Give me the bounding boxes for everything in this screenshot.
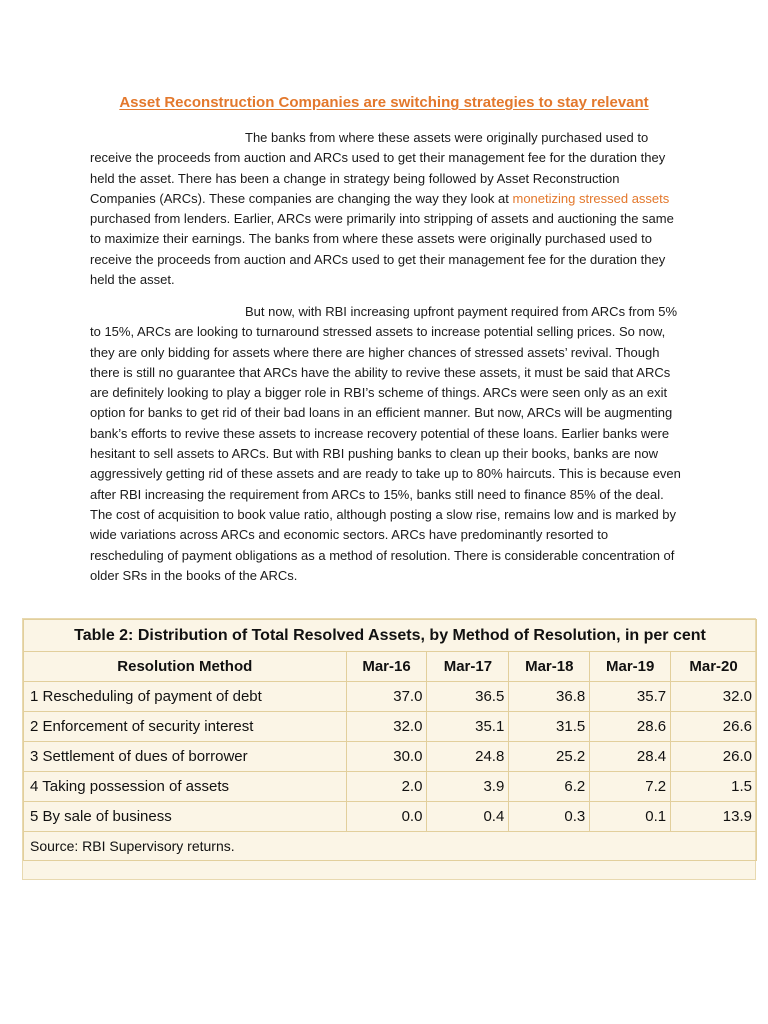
table-title: Table 2: Distribution of Total Resolved Assets, by Method of Resolution, in per cent xyxy=(24,620,757,652)
table-row xyxy=(24,772,757,802)
paragraph-1-text-start: The banks from where these assets were originally purchased used to receive the proceeds from auction and ARCs used to get their management fee for the duration they held the asset. There has been a change in strategy being followed by Asset Reconstruction Companies (ARCs). These companies are changing the way they look at xyxy=(90,130,666,206)
table-cell: 28.6 xyxy=(590,712,671,742)
row-label: 4 Taking possession of assets xyxy=(24,772,347,802)
header-mar-20: Mar-20 xyxy=(671,652,757,682)
table-row xyxy=(24,742,757,772)
table-cell: 32.0 xyxy=(346,712,427,742)
header-mar-16: Mar-16 xyxy=(346,652,427,682)
table-cell: 13.9 xyxy=(671,802,757,832)
table-cell: 0.0 xyxy=(346,802,427,832)
table-cell: 30.0 xyxy=(346,742,427,772)
monetizing-stressed-assets-link[interactable]: monetizing stressed assets xyxy=(512,190,670,206)
table-cell: 3.9 xyxy=(427,772,509,802)
paragraph-2: But now, with RBI increasing upfront payment required from ARCs from 5% to 15%, ARCs are looking to turnaround stressed assets to increase potential selling prices. So now, they are only bidding for assets where there are higher chances of stressed assets’ revival. Though there is still no guarantee that ARCs have the ability to revive these assets, it must be said that ARCs are definitely looking to play a bigger role in RBI’s scheme of things. ARCs were seen only as an exit option for banks to get rid of their bad loans in an efficient manner. But now, ARCs will be augmenting bank’s efforts to revive these assets to increase recovery potential of these loans. Earlier banks were hesitant to sell assets to ARCs. But with RBI pushing banks to clean up their books, banks are now aggressively getting rid of these assets and are ready to take up to 80% haircuts. This is because even after RBI increasing the requirement from ARCs to 15%, banks still need to finance 85% of the deal. The cost of acquisition to book value ratio, although posting a slow rise, remains low and is marked by wide variations across ARCs and economic sectors. ARCs have predominantly resorted to rescheduling of payment obligations as a method of resolution. There is considerable concentration of older SRs in the books of the ARCs. xyxy=(90,304,681,583)
table-cell: 37.0 xyxy=(346,682,427,712)
table-cell: 24.8 xyxy=(427,742,509,772)
header-mar-17: Mar-17 xyxy=(427,652,509,682)
table-source-note: Source: RBI Supervisory returns. xyxy=(24,832,757,861)
table-cell: 26.6 xyxy=(671,712,757,742)
table-cell: 7.2 xyxy=(590,772,671,802)
resolution-table-image xyxy=(22,618,756,880)
header-mar-19: Mar-19 xyxy=(590,652,671,682)
table-row xyxy=(24,712,757,742)
row-label: 5 By sale of business xyxy=(24,802,347,832)
table-cell: 35.1 xyxy=(427,712,509,742)
table-cell: 0.3 xyxy=(509,802,590,832)
table-cell: 28.4 xyxy=(590,742,671,772)
row-label: 1 Rescheduling of payment of debt xyxy=(24,682,347,712)
table-cell: 6.2 xyxy=(509,772,590,802)
table-row xyxy=(24,802,757,832)
row-label: 3 Settlement of dues of borrower xyxy=(24,742,347,772)
table-cell: 2.0 xyxy=(346,772,427,802)
table-cell: 0.1 xyxy=(590,802,671,832)
table-cell: 26.0 xyxy=(671,742,757,772)
row-label: 2 Enforcement of security interest xyxy=(24,712,347,742)
resolution-table xyxy=(23,619,757,861)
header-resolution-method: Resolution Method xyxy=(24,652,347,682)
table-cell: 1.5 xyxy=(671,772,757,802)
table-cell: 36.8 xyxy=(509,682,590,712)
table-row xyxy=(24,682,757,712)
paragraph-1-text-end: purchased from lenders. Earlier, ARCs were primarily into stripping of assets and auctioning the same to maximize their earnings. The banks from where these assets were originally purchased used to receive the proceeds from auction and ARCs used to get their management fee for the duration they held the asset. xyxy=(90,211,674,288)
table-source-row xyxy=(24,832,757,861)
table-cell: 36.5 xyxy=(427,682,509,712)
table-cell: 0.4 xyxy=(427,802,509,832)
article-heading: Asset Reconstruction Companies are switching strategies to stay relevant xyxy=(119,94,649,111)
header-mar-18: Mar-18 xyxy=(509,652,590,682)
table-cell: 35.7 xyxy=(590,682,671,712)
table-cell: 32.0 xyxy=(671,682,757,712)
table-header-row xyxy=(24,652,757,682)
table-title-row xyxy=(24,620,757,652)
table-cell: 31.5 xyxy=(509,712,590,742)
table-cell: 25.2 xyxy=(509,742,590,772)
paragraph-1 xyxy=(90,128,682,290)
